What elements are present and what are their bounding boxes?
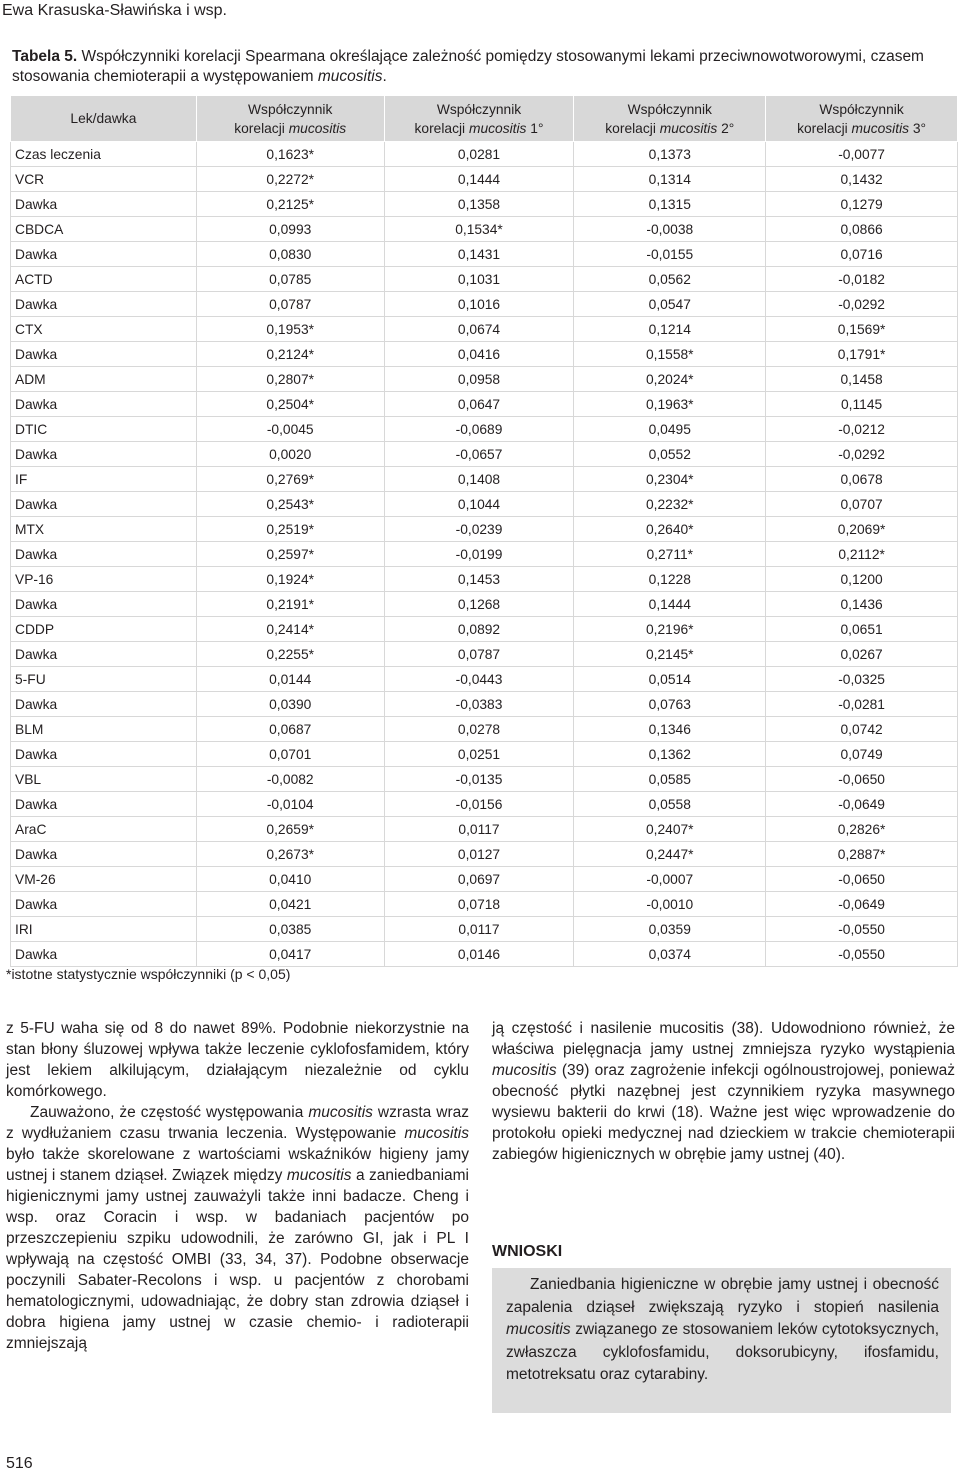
row-label-cell: VCR <box>11 167 197 192</box>
value-cell: 0,0267 <box>766 642 958 667</box>
value-cell: 0,0785 <box>196 267 384 292</box>
value-cell: 0,0558 <box>574 792 766 817</box>
value-cell: 0,1362 <box>574 742 766 767</box>
table-row <box>11 642 958 667</box>
table-row <box>11 867 958 892</box>
row-label-cell: VM-26 <box>11 867 197 892</box>
value-cell: 0,2124* <box>196 342 384 367</box>
table-row <box>11 442 958 467</box>
value-cell: 0,2125* <box>196 192 384 217</box>
row-label-cell: Dawka <box>11 492 197 517</box>
column-header-pre: korelacji <box>797 120 852 136</box>
row-label-cell: Dawka <box>11 292 197 317</box>
row-label-cell: Dawka <box>11 742 197 767</box>
left-text-column <box>6 1018 469 1354</box>
value-cell: 0,2024* <box>574 367 766 392</box>
text-run: Zauważono, że częstość występowania <box>30 1104 309 1121</box>
table-row <box>11 517 958 542</box>
column-header-line1: Współczynnik <box>627 101 712 117</box>
value-cell: 0,0514 <box>574 667 766 692</box>
table-row <box>11 842 958 867</box>
value-cell: -0,0292 <box>766 442 958 467</box>
value-cell: 0,2414* <box>196 617 384 642</box>
table-row <box>11 317 958 342</box>
value-cell: 0,2659* <box>196 817 384 842</box>
value-cell: 0,0787 <box>384 642 574 667</box>
value-cell: 0,1044 <box>384 492 574 517</box>
column-header-2 <box>384 96 574 142</box>
value-cell: 0,1963* <box>574 392 766 417</box>
value-cell: 0,1432 <box>766 167 958 192</box>
value-cell: 0,1373 <box>574 142 766 167</box>
row-label-cell: ACTD <box>11 267 197 292</box>
italic-run: mucositis <box>286 1167 352 1184</box>
row-label-cell: Dawka <box>11 842 197 867</box>
row-label-cell: Dawka <box>11 942 197 967</box>
value-cell: 0,0674 <box>384 317 574 342</box>
value-cell: 0,2112* <box>766 542 958 567</box>
table-row <box>11 717 958 742</box>
value-cell: 0,0993 <box>196 217 384 242</box>
row-label-cell: IF <box>11 467 197 492</box>
value-cell: 0,0763 <box>574 692 766 717</box>
section-heading-wnioski: WNIOSKI <box>492 1243 563 1260</box>
value-cell: -0,0212 <box>766 417 958 442</box>
value-cell: 0,0678 <box>766 467 958 492</box>
value-cell: 0,0144 <box>196 667 384 692</box>
value-cell: 0,0146 <box>384 942 574 967</box>
table-row <box>11 192 958 217</box>
column-header-italic: mucositis <box>468 120 527 136</box>
column-header-line1: Współczynnik <box>819 101 904 117</box>
value-cell: 0,1791* <box>766 342 958 367</box>
value-cell: 0,2069* <box>766 517 958 542</box>
value-cell: 0,1031 <box>384 267 574 292</box>
value-cell: 0,0707 <box>766 492 958 517</box>
value-cell: 0,0866 <box>766 217 958 242</box>
value-cell: 0,0374 <box>574 942 766 967</box>
column-header-line1: Lek/dawka <box>70 111 137 126</box>
table-body <box>11 142 958 967</box>
column-header-line1: Współczynnik <box>436 101 522 117</box>
row-label-cell: Dawka <box>11 592 197 617</box>
table-row <box>11 667 958 692</box>
value-cell: 0,2191* <box>196 592 384 617</box>
table-row <box>11 792 958 817</box>
value-cell: 0,1214 <box>574 317 766 342</box>
table-row <box>11 142 958 167</box>
value-cell: 0,1200 <box>766 567 958 592</box>
column-header-line1: Współczynnik <box>248 101 333 117</box>
value-cell: 0,0552 <box>574 442 766 467</box>
conclusion-text <box>506 1274 939 1387</box>
italic-run: mucositis <box>492 1062 557 1079</box>
value-cell: -0,0657 <box>384 442 574 467</box>
paragraph <box>6 1102 469 1354</box>
value-cell: 0,0421 <box>196 892 384 917</box>
value-cell: -0,0550 <box>766 942 958 967</box>
value-cell: -0,0281 <box>766 692 958 717</box>
value-cell: -0,0082 <box>196 767 384 792</box>
table-row <box>11 617 958 642</box>
row-label-cell: ADM <box>11 367 197 392</box>
caption-end: . <box>382 68 387 85</box>
row-label-cell: Dawka <box>11 542 197 567</box>
column-header-pre: korelacji <box>234 120 289 136</box>
value-cell: 0,2640* <box>574 517 766 542</box>
value-cell: 0,1953* <box>196 317 384 342</box>
table-row <box>11 242 958 267</box>
running-head: Ewa Krasuska-Sławińska i wsp. <box>2 2 227 19</box>
correlation-table-wrap <box>10 95 958 967</box>
right-text-column <box>492 1018 955 1165</box>
column-header-italic: mucositis <box>851 120 910 136</box>
value-cell: 0,0701 <box>196 742 384 767</box>
value-cell: 0,2255* <box>196 642 384 667</box>
value-cell: 0,2807* <box>196 367 384 392</box>
column-header-4 <box>766 96 958 142</box>
value-cell: 0,1436 <box>766 592 958 617</box>
table-row <box>11 567 958 592</box>
column-header-italic: mucositis <box>659 120 718 136</box>
value-cell: 0,1268 <box>384 592 574 617</box>
italic-run: mucositis <box>506 1321 571 1338</box>
row-label-cell: CDDP <box>11 617 197 642</box>
value-cell: 0,0716 <box>766 242 958 267</box>
value-cell: -0,0649 <box>766 892 958 917</box>
caption-label: Tabela 5. <box>12 48 78 65</box>
value-cell: 0,1358 <box>384 192 574 217</box>
text-run: było także skorelowane z wartościami wskaźników higieny jamy ustnej i stanem dziąseł. Związek między <box>6 1146 469 1184</box>
value-cell: -0,0010 <box>574 892 766 917</box>
value-cell: 0,0958 <box>384 367 574 392</box>
text-run: ją częstość i nasilenie mucositis (38). Udowodniono również, że właściwa pielęgnacja jamy ustnej zmniejsza ryzyko wystąpienia <box>492 1020 955 1058</box>
value-cell: 0,2504* <box>196 392 384 417</box>
row-label-cell: Dawka <box>11 692 197 717</box>
table-row <box>11 692 958 717</box>
table-row <box>11 217 958 242</box>
column-header-italic: mucositis <box>288 120 347 136</box>
value-cell: -0,0135 <box>384 767 574 792</box>
value-cell: 0,2543* <box>196 492 384 517</box>
column-header-post: 2° <box>717 120 735 136</box>
value-cell: 0,0359 <box>574 917 766 942</box>
table-row <box>11 917 958 942</box>
value-cell: -0,0650 <box>766 867 958 892</box>
value-cell: 0,1444 <box>574 592 766 617</box>
value-cell: 0,2887* <box>766 842 958 867</box>
value-cell: -0,0007 <box>574 867 766 892</box>
value-cell: 0,1558* <box>574 342 766 367</box>
column-header-pre: korelacji <box>414 120 469 136</box>
value-cell: 0,0749 <box>766 742 958 767</box>
column-header-1 <box>196 96 384 142</box>
table-header-row <box>11 96 958 142</box>
value-cell: 0,0117 <box>384 917 574 942</box>
value-cell: 0,1431 <box>384 242 574 267</box>
row-label-cell: Dawka <box>11 442 197 467</box>
value-cell: 0,1314 <box>574 167 766 192</box>
value-cell: 0,2769* <box>196 467 384 492</box>
table-row <box>11 817 958 842</box>
table-row <box>11 292 958 317</box>
value-cell: 0,1279 <box>766 192 958 217</box>
value-cell: 0,2145* <box>574 642 766 667</box>
value-cell: 0,1228 <box>574 567 766 592</box>
value-cell: 0,1444 <box>384 167 574 192</box>
value-cell: 0,0562 <box>574 267 766 292</box>
text-run: (39) oraz zagrożenie infekcji ogólnoustrojowej, ponieważ obecność płytki nazębnej jest czynnikiem ryzyka masywnego wysiewu bakterii do krwi (18). Ważne jest więc wprowadzenie do protokołu opieki medycznej nad dzieckiem w trakcie chemioterapii zabiegów higienicznych w obrębie jamy ustnej (40). <box>492 1062 955 1163</box>
value-cell: -0,0182 <box>766 267 958 292</box>
value-cell: 0,0495 <box>574 417 766 442</box>
value-cell: 0,1346 <box>574 717 766 742</box>
value-cell: 0,2519* <box>196 517 384 542</box>
value-cell: -0,0045 <box>196 417 384 442</box>
value-cell: -0,0649 <box>766 792 958 817</box>
table-row <box>11 367 958 392</box>
value-cell: 0,0281 <box>384 142 574 167</box>
table-row <box>11 392 958 417</box>
page-number: 516 <box>6 1455 33 1472</box>
value-cell: 0,2711* <box>574 542 766 567</box>
table-row <box>11 942 958 967</box>
value-cell: 0,1534* <box>384 217 574 242</box>
text-run: wzrasta wraz z wydłużaniem czasu trwania leczenia. Występowanie <box>6 1104 469 1142</box>
value-cell: 0,1016 <box>384 292 574 317</box>
column-header-post: 3° <box>909 120 927 136</box>
correlation-table <box>10 95 958 967</box>
value-cell: -0,0155 <box>574 242 766 267</box>
caption-italic: mucositis <box>317 68 383 85</box>
table-row <box>11 742 958 767</box>
value-cell: 0,0787 <box>196 292 384 317</box>
value-cell: 0,0651 <box>766 617 958 642</box>
value-cell: 0,0416 <box>384 342 574 367</box>
value-cell: 0,1315 <box>574 192 766 217</box>
value-cell: 0,2447* <box>574 842 766 867</box>
row-label-cell: Czas leczenia <box>11 142 197 167</box>
value-cell: 0,2304* <box>574 467 766 492</box>
value-cell: -0,0038 <box>574 217 766 242</box>
value-cell: 0,0585 <box>574 767 766 792</box>
column-header-post: 1° <box>526 120 544 136</box>
row-label-cell: Dawka <box>11 642 197 667</box>
value-cell: 0,2597* <box>196 542 384 567</box>
value-cell: 0,0390 <box>196 692 384 717</box>
table-row <box>11 417 958 442</box>
value-cell: 0,0127 <box>384 842 574 867</box>
value-cell: 0,2673* <box>196 842 384 867</box>
value-cell: 0,0892 <box>384 617 574 642</box>
paragraph <box>492 1018 955 1165</box>
value-cell: 0,1145 <box>766 392 958 417</box>
value-cell: 0,2826* <box>766 817 958 842</box>
value-cell: 0,0020 <box>196 442 384 467</box>
row-label-cell: Dawka <box>11 392 197 417</box>
value-cell: 0,0417 <box>196 942 384 967</box>
paragraph <box>6 1018 469 1102</box>
value-cell: 0,0697 <box>384 867 574 892</box>
table-row <box>11 342 958 367</box>
value-cell: -0,0325 <box>766 667 958 692</box>
value-cell: 0,0718 <box>384 892 574 917</box>
text-run: a zaniedbaniami higienicznymi jamy ustnej zauważyli także inni badacze. Cheng i wsp. oraz Coracin i wsp. w badaniach pacjentów po przeszczepieniu szpiku udowodnili, że zarówno GI, jak i PL I wpływają na częstość OMBI (33, 34, 37). Podobne obserwacje poczynili Sabater-Recolons i wsp. u pacjentów z chorobami hematologicznymi, udowadniając, że dobry stan zdrowia dziąseł i dobra higiena jamy ustnej w czasie chemio- i radioterapii zmniejszają <box>6 1167 469 1352</box>
table-row <box>11 267 958 292</box>
value-cell: 0,0547 <box>574 292 766 317</box>
table-row <box>11 492 958 517</box>
value-cell: -0,0077 <box>766 142 958 167</box>
row-label-cell: VP-16 <box>11 567 197 592</box>
value-cell: -0,0239 <box>384 517 574 542</box>
value-cell: -0,0443 <box>384 667 574 692</box>
value-cell: -0,0104 <box>196 792 384 817</box>
italic-run: mucositis <box>308 1104 373 1121</box>
value-cell: -0,0689 <box>384 417 574 442</box>
column-header-0 <box>11 96 197 142</box>
table-caption <box>12 47 957 87</box>
row-label-cell: Dawka <box>11 192 197 217</box>
value-cell: -0,0292 <box>766 292 958 317</box>
row-label-cell: VBL <box>11 767 197 792</box>
value-cell: 0,0742 <box>766 717 958 742</box>
value-cell: -0,0650 <box>766 767 958 792</box>
table-row <box>11 767 958 792</box>
value-cell: 0,1458 <box>766 367 958 392</box>
table-footnote: *istotne statystycznie współczynniki (p < 0,05) <box>6 966 291 982</box>
row-label-cell: IRI <box>11 917 197 942</box>
row-label-cell: Dawka <box>11 342 197 367</box>
row-label-cell: MTX <box>11 517 197 542</box>
italic-run: mucositis <box>404 1125 469 1142</box>
value-cell: -0,0199 <box>384 542 574 567</box>
value-cell: 0,2407* <box>574 817 766 842</box>
row-label-cell: AraC <box>11 817 197 842</box>
value-cell: 0,0278 <box>384 717 574 742</box>
value-cell: -0,0156 <box>384 792 574 817</box>
column-header-3 <box>574 96 766 142</box>
table-row <box>11 542 958 567</box>
table-row <box>11 592 958 617</box>
value-cell: 0,1924* <box>196 567 384 592</box>
table-row <box>11 167 958 192</box>
conclusion-box <box>492 1268 951 1413</box>
value-cell: 0,2196* <box>574 617 766 642</box>
value-cell: 0,0410 <box>196 867 384 892</box>
caption-text: Współczynniki korelacji Spearmana określające zależność pomiędzy stosowanymi lekami przeciwnowotworowymi, czasem stosowania chemioterapii a występowaniem <box>12 48 924 85</box>
value-cell: 0,0251 <box>384 742 574 767</box>
value-cell: 0,0647 <box>384 392 574 417</box>
value-cell: 0,2272* <box>196 167 384 192</box>
value-cell: 0,1453 <box>384 567 574 592</box>
column-header-pre: korelacji <box>605 120 660 136</box>
row-label-cell: BLM <box>11 717 197 742</box>
row-label-cell: DTIC <box>11 417 197 442</box>
value-cell: 0,0385 <box>196 917 384 942</box>
text-run: związanego ze stosowaniem leków cytotoksycznych, zwłaszcza cyklofosfamidu, doksorubicyny, ifosfamidu, metotreksatu oraz cytarabiny. <box>506 1321 939 1383</box>
row-label-cell: CTX <box>11 317 197 342</box>
text-run: z 5-FU waha się od 8 do nawet 89%. Podobnie niekorzystnie na stan błony śluzowej wpływa także leczenie cyklofosfamidem, który jest lekiem alkilującym, działającym niezależnie od cyklu komórkowego. <box>6 1020 469 1100</box>
value-cell: 0,1623* <box>196 142 384 167</box>
row-label-cell: Dawka <box>11 792 197 817</box>
text-run: Zaniedbania higieniczne w obrębie jamy ustnej i obecność zapalenia dziąseł zwiększają ryzyko i stopień nasilenia <box>506 1276 939 1316</box>
value-cell: -0,0550 <box>766 917 958 942</box>
value-cell: 0,1408 <box>384 467 574 492</box>
row-label-cell: 5-FU <box>11 667 197 692</box>
value-cell: 0,0687 <box>196 717 384 742</box>
row-label-cell: Dawka <box>11 242 197 267</box>
value-cell: -0,0383 <box>384 692 574 717</box>
value-cell: 0,2232* <box>574 492 766 517</box>
table-row <box>11 467 958 492</box>
row-label-cell: CBDCA <box>11 217 197 242</box>
value-cell: 0,0830 <box>196 242 384 267</box>
table-row <box>11 892 958 917</box>
value-cell: 0,0117 <box>384 817 574 842</box>
value-cell: 0,1569* <box>766 317 958 342</box>
row-label-cell: Dawka <box>11 892 197 917</box>
